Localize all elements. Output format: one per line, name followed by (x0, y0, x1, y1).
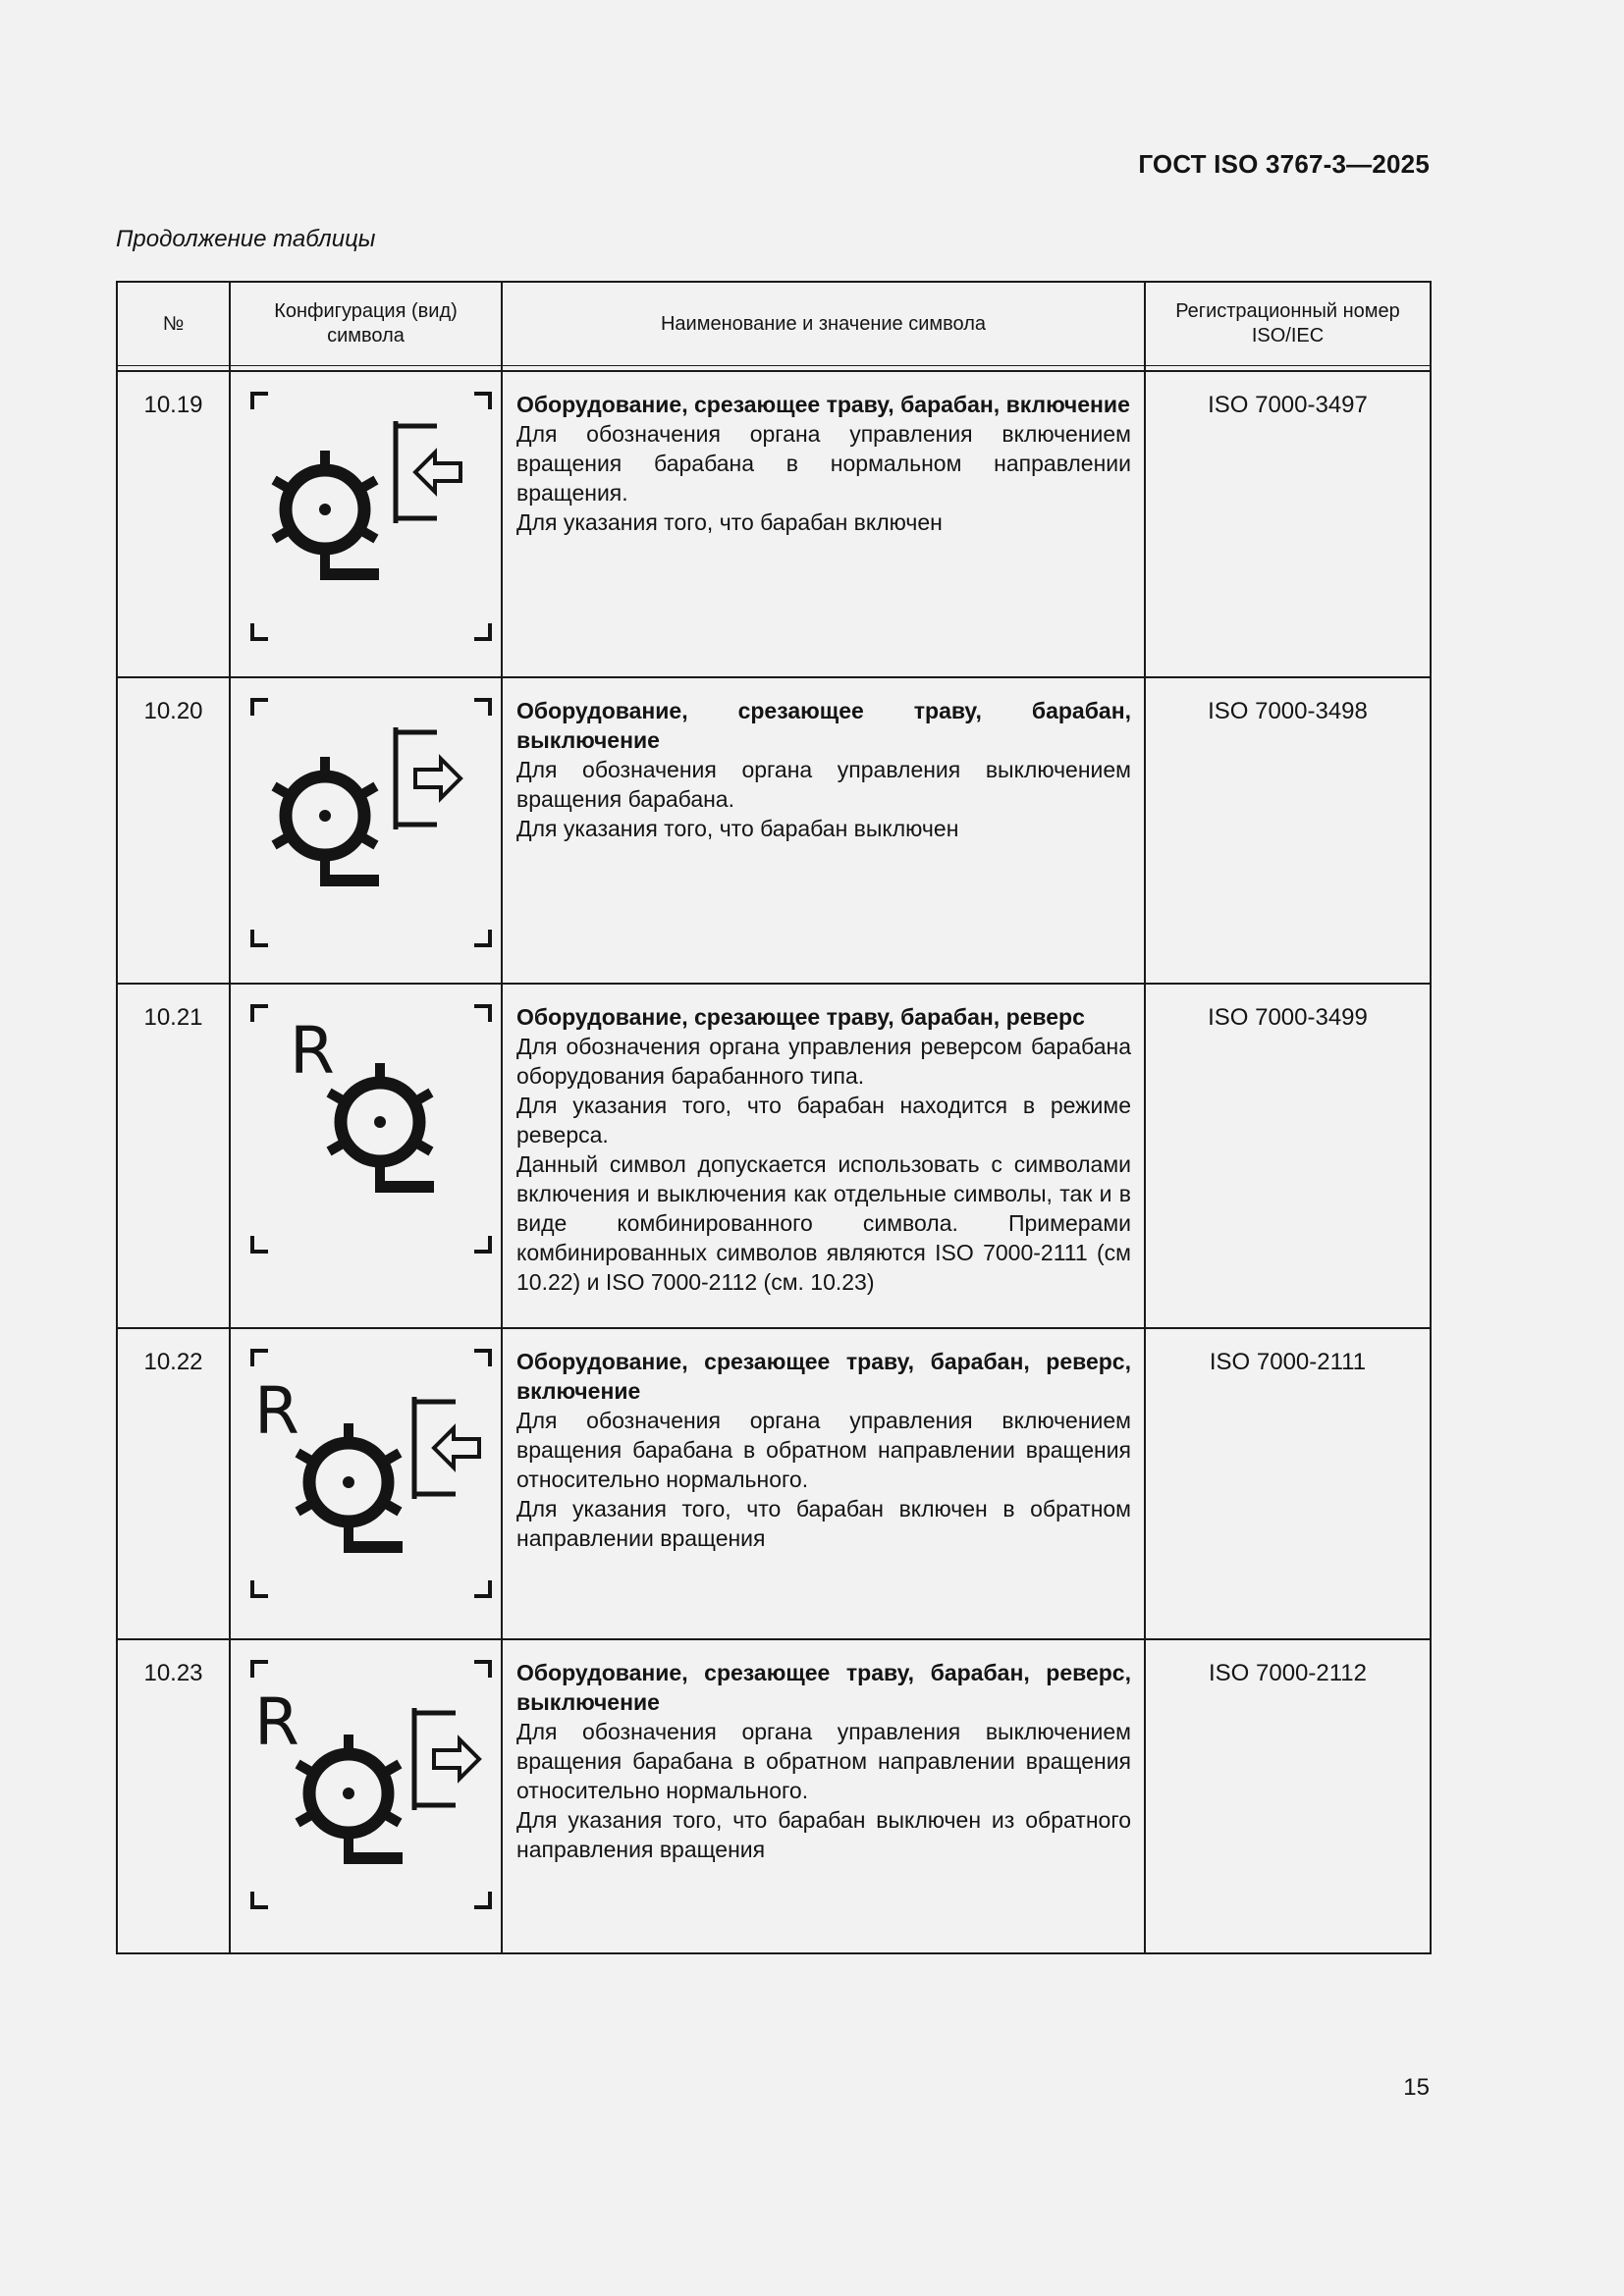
symbols-table (116, 281, 1432, 1954)
drum-reverse-on-icon (231, 1329, 503, 1624)
symbol-meaning: Для обозначения органа управления выключением вращения барабана. Для указания того, что барабан выключен (516, 757, 1131, 841)
table-row (117, 984, 1431, 1328)
row-number: 10.23 (117, 1639, 230, 1953)
header-name-meaning: Наименование и значение символа (502, 282, 1145, 366)
symbol-meaning: Для обозначения органа управления включением вращения барабана в нормальном направлении вращения. Для указания того, что барабан включен (516, 421, 1131, 535)
document-standard-code: ГОСТ ISO 3767-3—2025 (1138, 149, 1430, 179)
header-registration: Регистрационный номер ISO/IEC (1145, 282, 1431, 366)
drum-reverse-off-icon (231, 1640, 503, 1935)
symbol-description (502, 371, 1145, 677)
symbol-title: Оборудование, срезающее траву, барабан, реверс, выключение (516, 1660, 1131, 1715)
reverse-letter: R (290, 1013, 335, 1089)
table-row (117, 1328, 1431, 1639)
symbol-description (502, 984, 1145, 1328)
reverse-letter: R (254, 1684, 299, 1760)
row-number: 10.19 (117, 371, 230, 677)
symbol-title: Оборудование, срезающее траву, барабан, выключение (516, 698, 1131, 753)
symbol-description (502, 677, 1145, 984)
registration-number: ISO 7000-2112 (1145, 1639, 1431, 1953)
row-number: 10.21 (117, 984, 230, 1328)
page-number: 15 (1403, 2074, 1430, 2101)
symbol-cell (230, 1639, 502, 1953)
registration-number: ISO 7000-2111 (1145, 1328, 1431, 1639)
registration-number: ISO 7000-3498 (1145, 677, 1431, 984)
drum-reverse-icon (231, 985, 503, 1279)
table-row (117, 1639, 1431, 1953)
table-header-row (117, 282, 1431, 366)
symbol-title: Оборудование, срезающее траву, барабан, реверс (516, 1004, 1085, 1030)
registration-number: ISO 7000-3499 (1145, 984, 1431, 1328)
drum-on-icon (231, 372, 503, 667)
symbol-description (502, 1328, 1145, 1639)
drum-off-icon (231, 678, 503, 973)
table-row (117, 677, 1431, 984)
symbol-meaning: Для обозначения органа управления включением вращения барабана в обратном направлении вращения относительно нормального. Для указания того, что барабан включен в обратном направлении вращения (516, 1408, 1131, 1551)
symbol-cell (230, 371, 502, 677)
symbol-meaning: Для обозначения органа управления выключением вращения барабана в обратном направлении вращения относительно нормального. Для указания того, что барабан выключен из обратного направления вращения (516, 1719, 1131, 1862)
row-number: 10.22 (117, 1328, 230, 1639)
header-number: № (117, 282, 230, 366)
registration-number: ISO 7000-3497 (1145, 371, 1431, 677)
symbol-meaning: Для обозначения органа управления реверсом барабана оборудования барабанного типа. Для указания того, что барабан находится в режиме реверса. Данный символ допускается использовать с символами включения и выключения как отдельные символы, так и в виде комбинированного символа. Примерами комбинированных символов являются ISO 7000-2111 (см 10.22) и ISO 7000-2112 (см. 10.23) (516, 1034, 1131, 1295)
reverse-letter: R (254, 1373, 299, 1449)
table-row (117, 371, 1431, 677)
symbol-cell (230, 984, 502, 1328)
symbol-description (502, 1639, 1145, 1953)
table-continuation-caption: Продолжение таблицы (116, 226, 376, 252)
symbol-title: Оборудование, срезающее траву, барабан, реверс, включение (516, 1349, 1131, 1404)
row-number: 10.20 (117, 677, 230, 984)
symbol-cell (230, 1328, 502, 1639)
header-configuration: Конфигурация (вид) символа (230, 282, 502, 366)
symbol-title: Оборудование, срезающее траву, барабан, включение (516, 392, 1130, 417)
symbol-cell (230, 677, 502, 984)
